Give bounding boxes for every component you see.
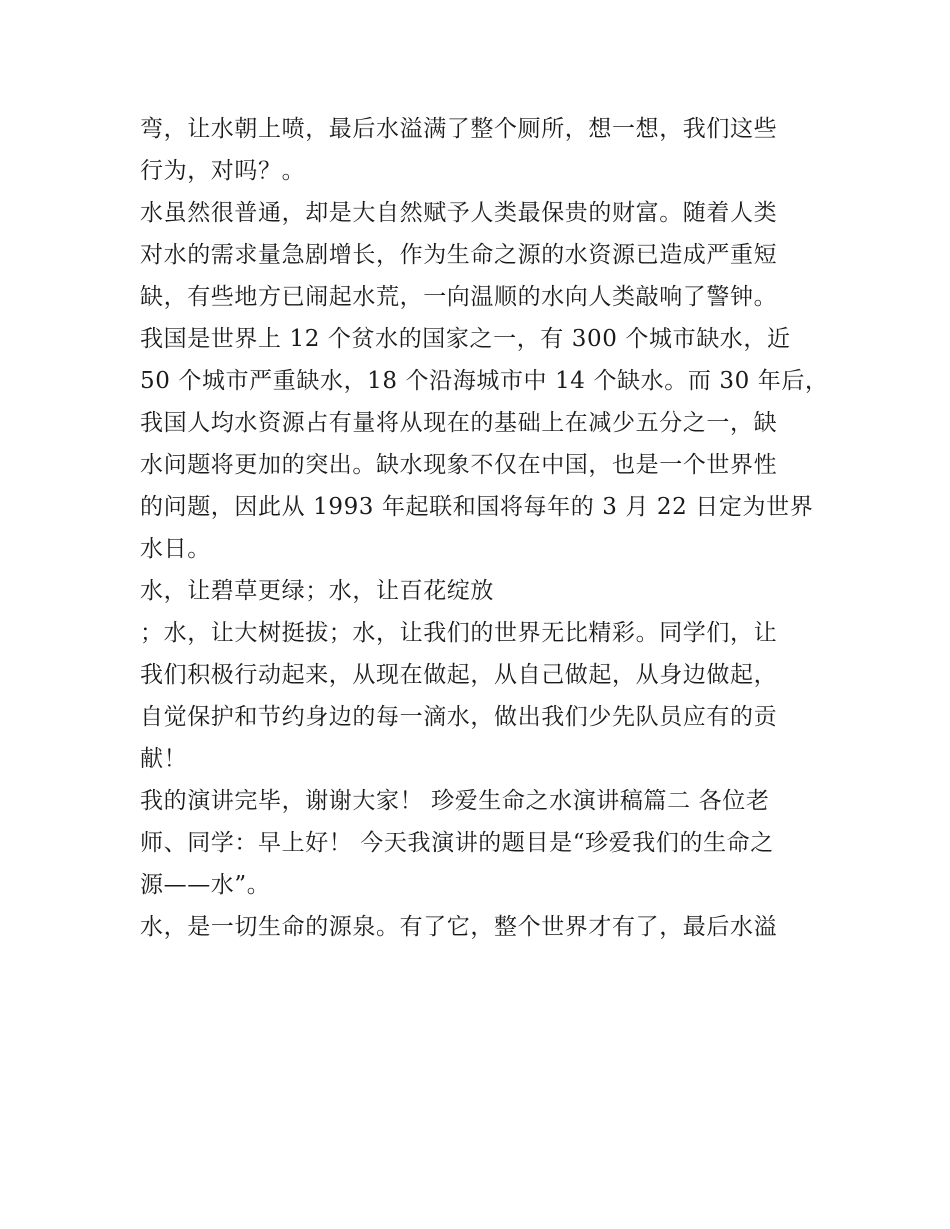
text-line: 缺，有些地方已闹起水荒，一向温顺的水向人类敲响了警钟。	[140, 284, 778, 310]
text-line: 献！	[140, 746, 188, 772]
text-line: 源——水”。	[140, 872, 271, 898]
text-line: 我的演讲完毕，谢谢大家！ 珍爱生命之水演讲稿篇二 各位老	[140, 788, 770, 814]
text-line: 弯，让水朝上喷，最后水溢满了整个厕所，想一想，我们这些	[140, 116, 778, 142]
text-line: 自觉保护和节约身边的每一滴水，做出我们少先队员应有的贡	[140, 704, 778, 730]
document-body	[140, 108, 829, 948]
text-line: 水日。	[140, 536, 211, 562]
text-line: 水，让碧草更绿；水，让百花绽放	[140, 578, 494, 604]
text-line: 的问题，因此从 1993 年起联和国将每年的 3 月 22 日定为世界	[140, 494, 814, 520]
text-line: 我们积极行动起来，从现在做起，从自己做起，从身边做起，	[140, 662, 778, 688]
text-line: 50 个城市严重缺水，18 个沿海城市中 14 个缺水。而 30 年后，	[140, 368, 829, 394]
text-line: ；水，让大树挺拔；水，让我们的世界无比精彩。同学们，让	[140, 620, 778, 646]
text-line: 水，是一切生命的源泉。有了它，整个世界才有了，最后水溢	[140, 914, 778, 940]
text-line: 水问题将更加的突出。缺水现象不仅在中国，也是一个世界性	[140, 452, 778, 478]
text-line: 师、同学：早上好！ 今天我演讲的题目是“珍爱我们的生命之	[140, 830, 774, 856]
text-line: 对水的需求量急剧增长，作为生命之源的水资源已造成严重短	[140, 242, 778, 268]
text-line: 我国是世界上 12 个贫水的国家之一，有 300 个城市缺水，近	[140, 326, 791, 352]
text-line: 行为，对吗？。	[140, 158, 306, 184]
text-line: 水虽然很普通，却是大自然赋予人类最保贵的财富。随着人类	[140, 200, 778, 226]
text-line: 我国人均水资源占有量将从现在的基础上在减少五分之一，缺	[140, 410, 778, 436]
